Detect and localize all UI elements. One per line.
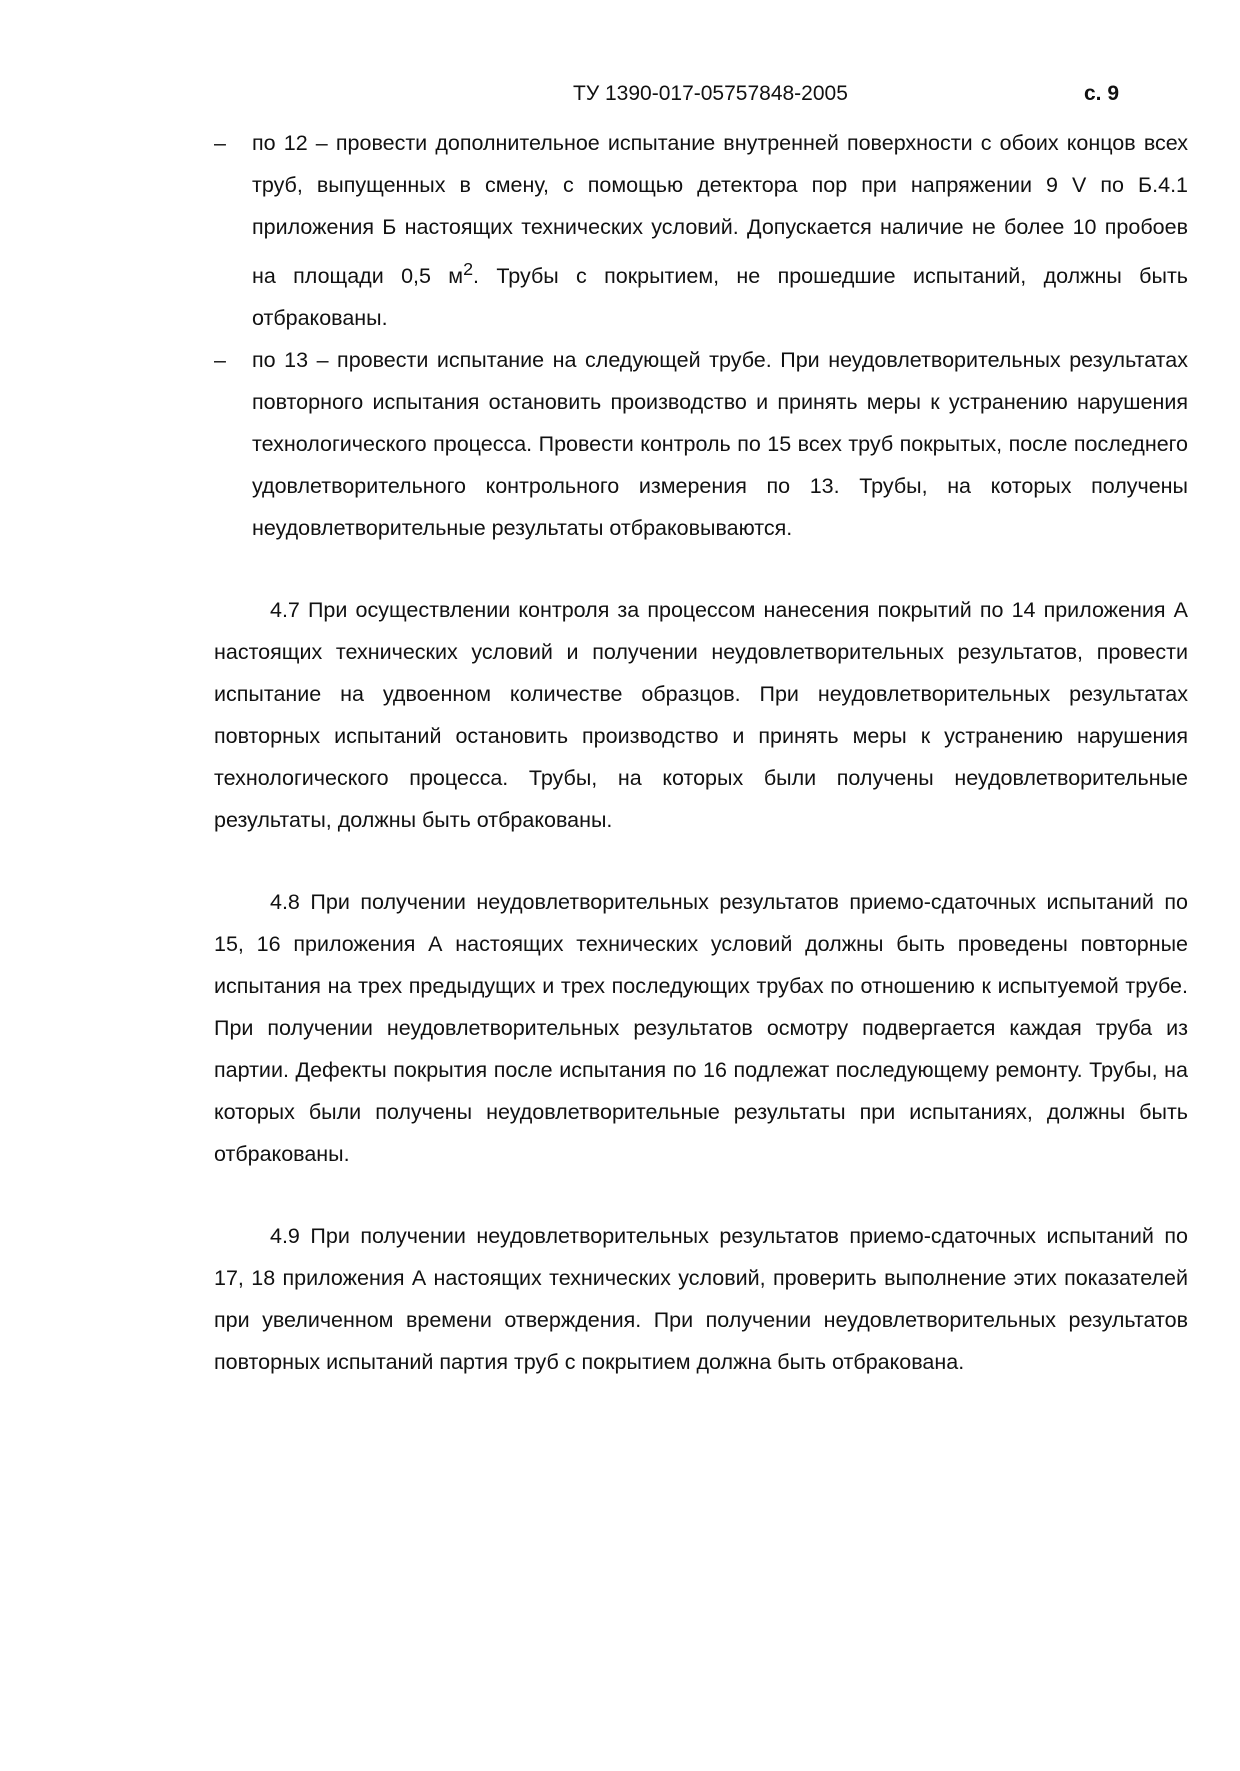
page-number: с. 9 xyxy=(1084,82,1120,105)
list-item xyxy=(214,122,1188,339)
paragraph-4-8: 4.8 При получении неудовлетворительных результатов приемо-сдаточных испытаний по 15, 16 приложения А настоящих технических условий должны быть проведены повторные испытания на трех предыдущих и трех последующих трубах по отношению к испытуемой трубе. При получении неудовлетворительных результатов осмотру подвергается каждая труба из партии. Дефекты покрытия после испытания по 16 подлежат последующему ремонту. Трубы, на которых были получены неудовлетворительные результаты при испытаниях, должны быть отбракованы. xyxy=(214,890,1188,1167)
list-item xyxy=(214,339,1188,549)
document-body xyxy=(214,122,1188,1383)
list-item-text: по 12 – провести дополнительное испытание внутренней поверхности с обоих концов всех труб, выпущенных в смену, с помощью детектора пор при напряжении 9 V по Б.4.1 приложения Б настоящих технических условий. Допускается наличие не более 10 пробоев на площади 0,5 м xyxy=(252,131,1188,289)
list-dash: – xyxy=(214,131,226,155)
paragraph-4-9: 4.9 При получении неудовлетворительных результатов приемо-сдаточных испытаний по 17, 18 приложения А настоящих технических условий, проверить выполнение этих показателей при увеличенном времени отверждения. При получении неудовлетворительных результатов повторных испытаний партия труб с покрытием должна быть отбракована. xyxy=(214,1224,1188,1375)
paragraph-4-7: 4.7 При осуществлении контроля за процессом нанесения покрытий по 14 приложения А настоящих технических условий и получении неудовлетворительных результатов, провести испытание на удвоенном количестве образцов. При неудовлетворительных результатах повторных испытаний остановить производство и принять меры к устранению нарушения технологического процесса. Трубы, на которых были получены неудовлетворительные результаты, должны быть отбракованы. xyxy=(214,598,1188,833)
spacer xyxy=(214,841,1188,881)
document-code: ТУ 1390-017-05757848-2005 xyxy=(573,82,848,105)
list-dash: – xyxy=(214,348,226,373)
spacer xyxy=(214,1175,1188,1215)
list-item-text: по 13 – провести испытание на следующей трубе. При неудовлетворительных результатах повторного испытания остановить производство и принять меры к устранению нарушения технологического процесса. Провести контроль по 15 всех труб покрытых, после последнего удовлетворительного контрольного измерения по 13. Трубы, на которых получены неудовлетворительные результаты отбраковываются. xyxy=(252,348,1188,541)
spacer xyxy=(214,549,1188,589)
page-header xyxy=(0,82,1240,112)
superscript: 2 xyxy=(463,259,474,279)
list-item-text-continued: . Трубы с покрытием, не прошедшие испытаний, должны быть отбракованы. xyxy=(252,264,1188,331)
